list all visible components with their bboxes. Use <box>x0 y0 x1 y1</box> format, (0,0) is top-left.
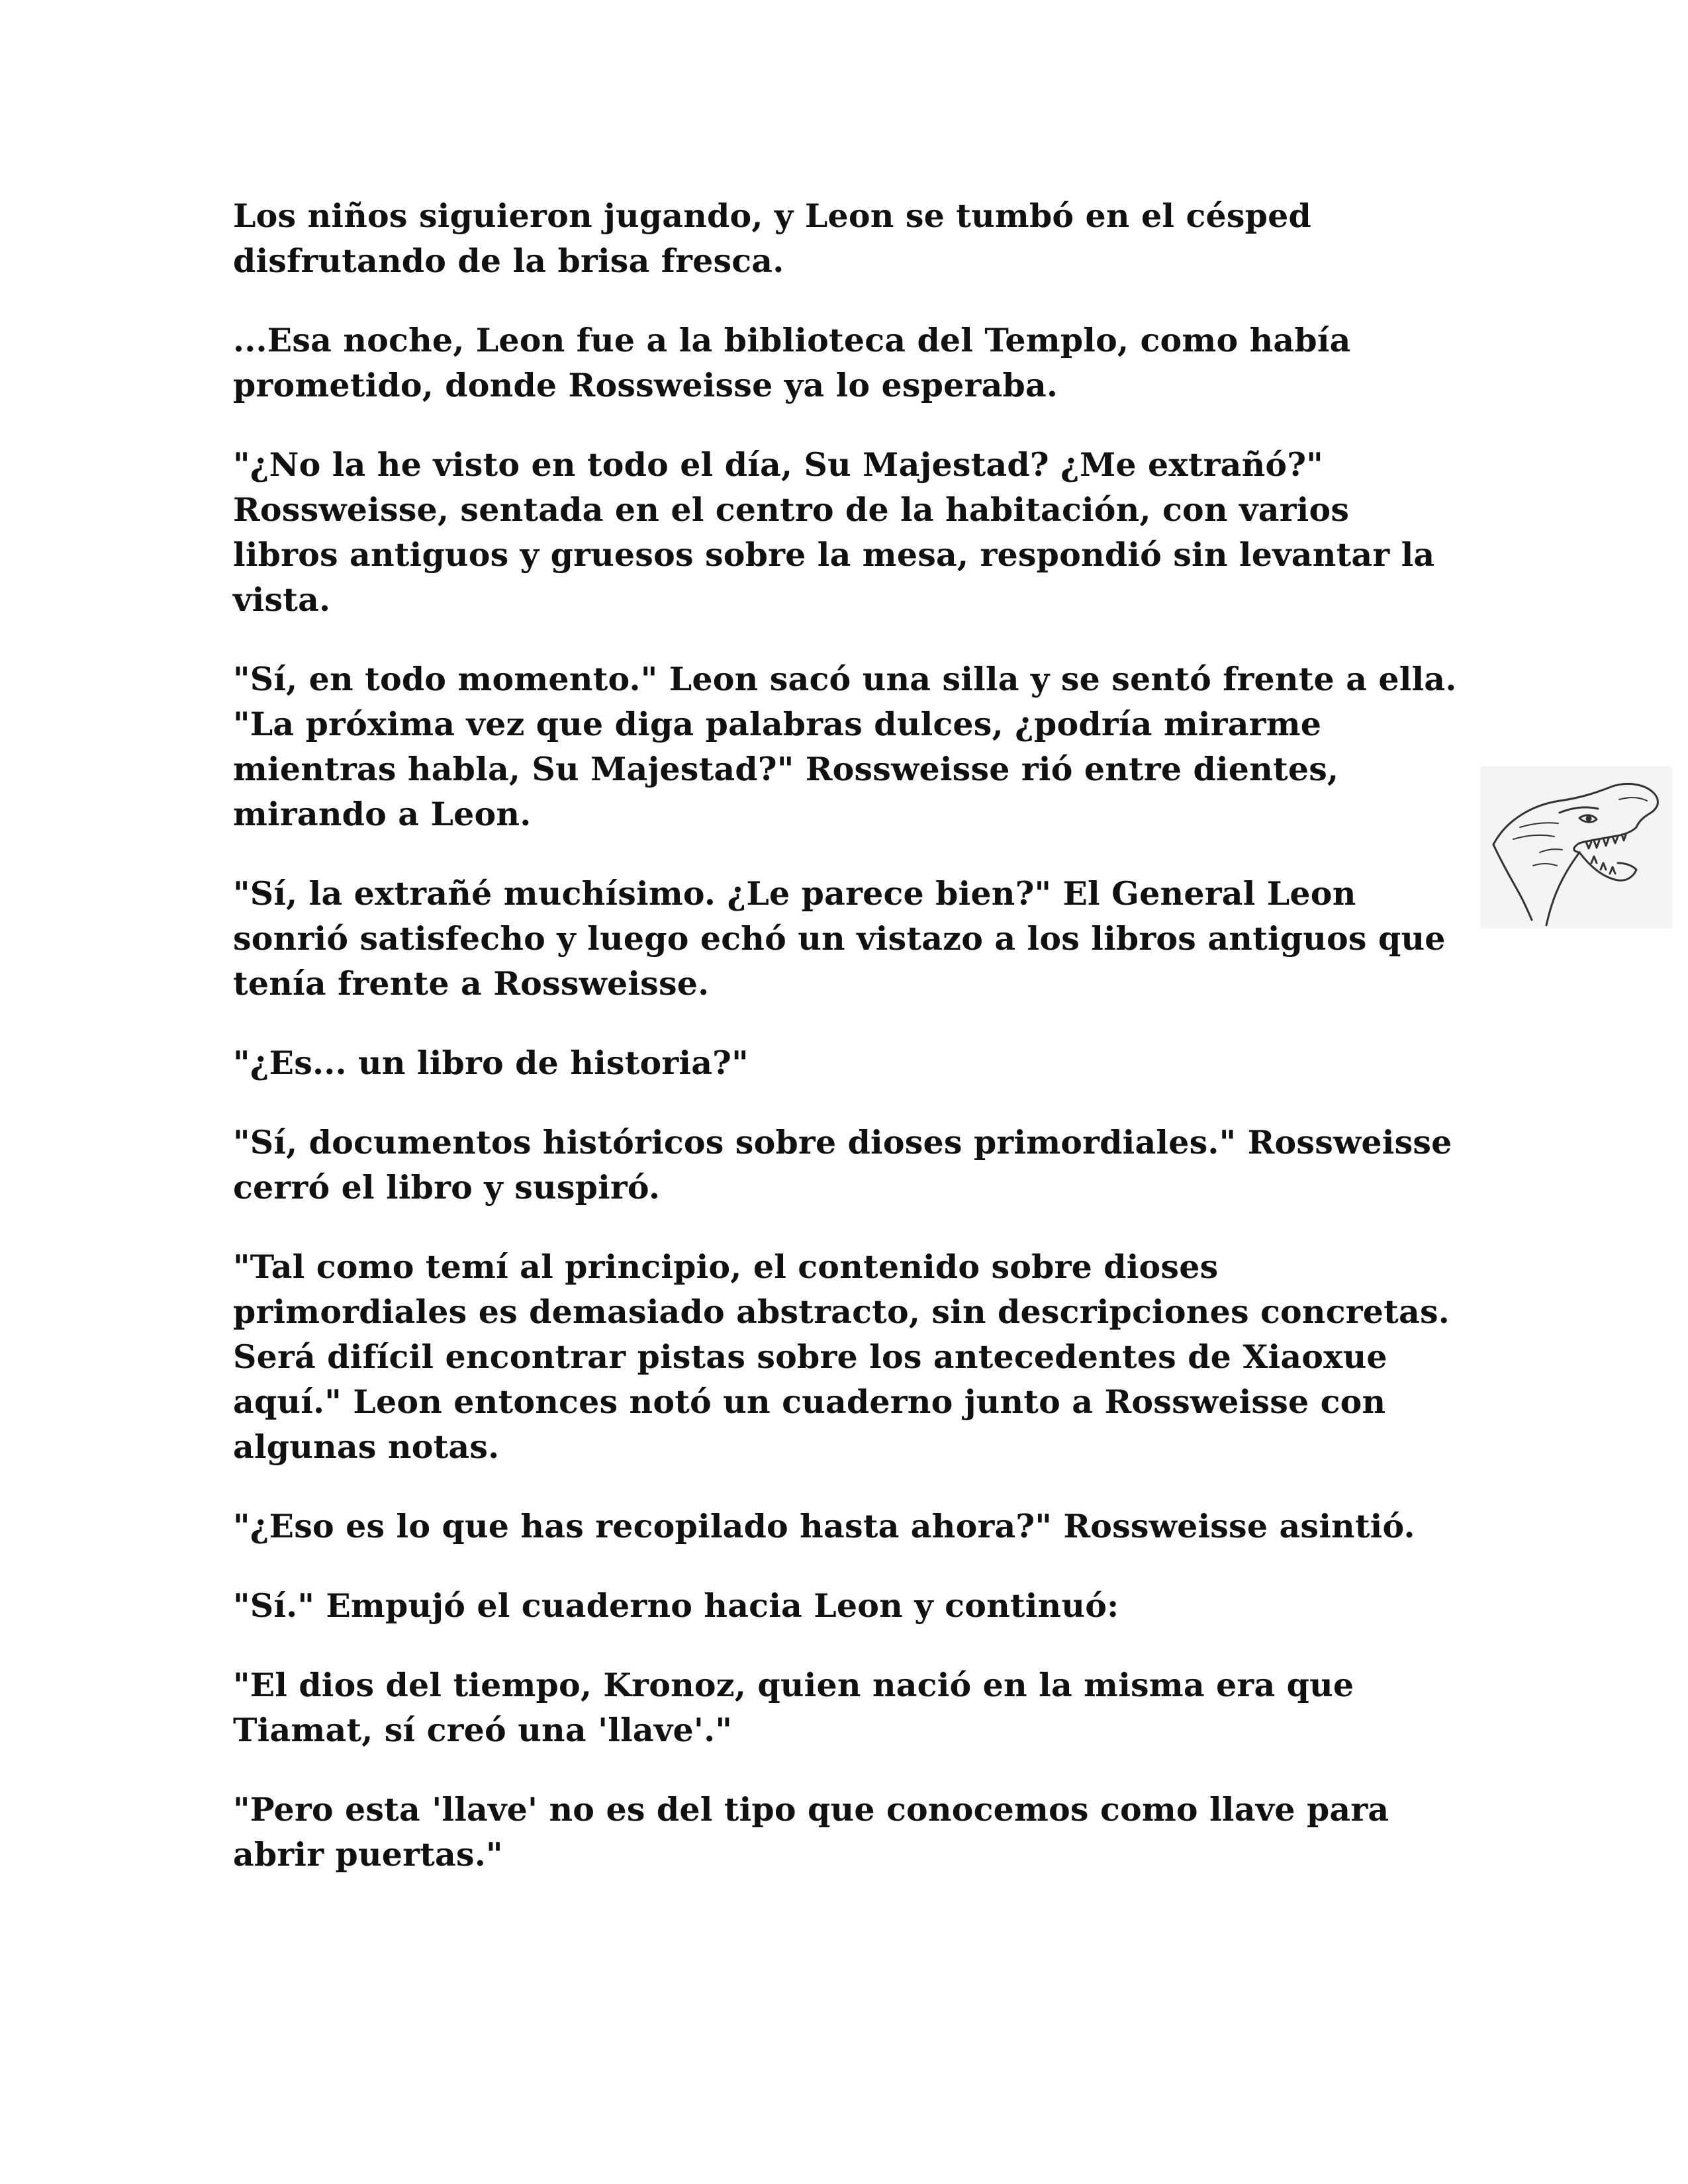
paragraph-11: "El dios del tiempo, Kronoz, quien nació en la misma era que Tiamat, sí creó una 'llave'." <box>233 1666 1354 1749</box>
paragraph-6: "¿Es... un libro de historia?" <box>233 1044 749 1082</box>
dinosaur-head-sketch-icon <box>1480 766 1672 929</box>
paragraph-2: ...Esa noche, Leon fue a la biblioteca del Templo, como había prometido, donde Rossweisse ya lo esperaba. <box>233 321 1351 404</box>
paragraph-9: "¿Eso es lo que has recopilado hasta ahora?" Rossweisse asintió. <box>233 1507 1415 1545</box>
paragraph-10: "Sí." Empujó el cuaderno hacia Leon y continuó: <box>233 1586 1119 1625</box>
paragraph-1: Los niños siguieron jugando, y Leon se tumbó en el césped disfrutando de la brisa fresca. <box>233 197 1311 280</box>
paragraph-7: "Sí, documentos históricos sobre dioses primordiales." Rossweisse cerró el libro y suspiró. <box>233 1123 1452 1206</box>
paragraph-12: "Pero esta 'llave' no es del tipo que conocemos como llave para abrir puertas." <box>233 1790 1389 1874</box>
paragraph-5: "Sí, la extrañé muchísimo. ¿Le parece bien?" El General Leon sonrió satisfecho y luego echó un vistazo a los libros antiguos que tenía frente a Rossweisse. <box>233 874 1446 1003</box>
paragraph-4: "Sí, en todo momento." Leon sacó una silla y se sentó frente a ella. "La próxima vez que diga palabras dulces, ¿podría mirarme mientras habla, Su Majestad?" Rossweisse rió entre dientes, mirando a Leon. <box>233 660 1457 833</box>
story-text <box>233 193 1458 1911</box>
paragraph-8: "Tal como temí al principio, el contenido sobre dioses primordiales es demasiado abstracto, sin descripciones concretas. Será difícil encontrar pistas sobre los antecedentes de Xiaoxue aquí." Leon entonces notó un cuaderno junto a Rossweisse con algunas notas. <box>233 1248 1450 1466</box>
paragraph-3: "¿No la he visto en todo el día, Su Majestad? ¿Me extrañó?" Rossweisse, sentada en el centro de la habitación, con varios libros antiguos y gruesos sobre la mesa, respondió sin levantar la vista. <box>233 445 1435 619</box>
